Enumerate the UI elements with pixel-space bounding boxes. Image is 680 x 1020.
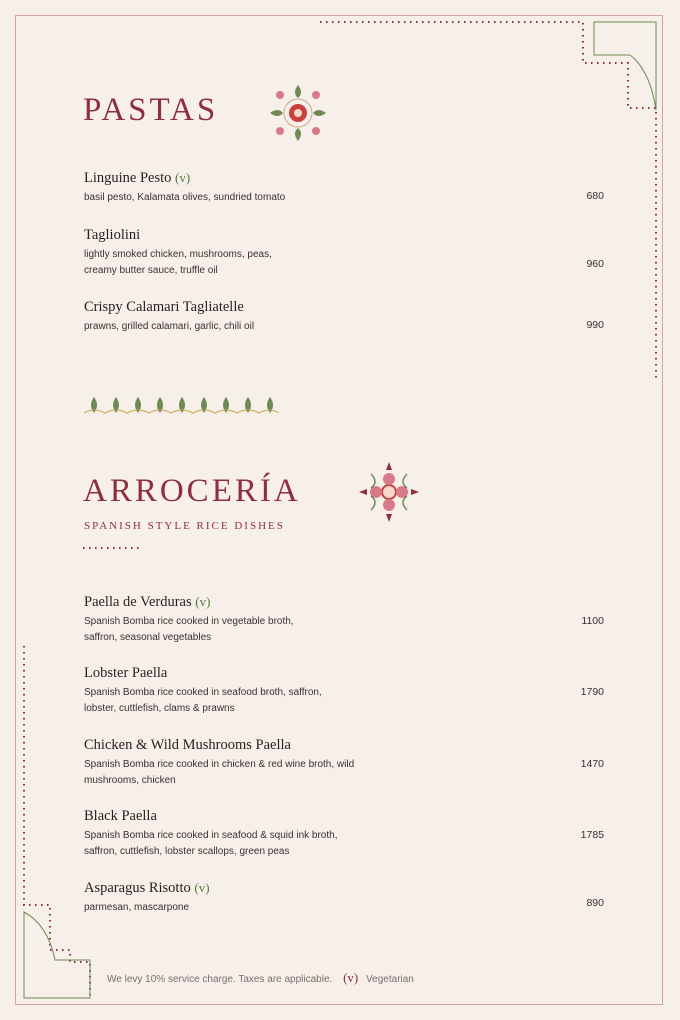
menu-item	[84, 298, 604, 335]
floral-medallion-icon	[357, 460, 421, 524]
item-price: 890	[586, 897, 604, 909]
item-description: lightly smoked chicken, mushrooms, peas, creamy butter sauce, truffle oil	[84, 249, 272, 276]
menu-item	[84, 169, 604, 206]
section-title-arroceria: ARROCERÍA	[83, 473, 301, 509]
item-name: Chicken & Wild Mushrooms Paella	[84, 737, 291, 753]
item-name: Black Paella	[84, 808, 157, 824]
item-description: Spanish Bomba rice cooked in chicken & red wine broth, wild mushrooms, chicken	[84, 759, 355, 786]
veg-marker: (v)	[195, 594, 211, 609]
menu-item	[84, 226, 604, 279]
item-name: Asparagus Risotto	[84, 880, 191, 896]
veg-legend-label: Vegetarian	[366, 974, 414, 985]
dotted-divider	[83, 545, 143, 551]
item-description: Spanish Bomba rice cooked in seafood broth, saffron, lobster, cuttlefish, clams & prawns	[84, 687, 322, 714]
menu-item	[84, 593, 604, 646]
item-description: Spanish Bomba rice cooked in seafood & squid ink broth, saffron, cuttlefish, lobster scallops, green peas	[84, 830, 338, 857]
item-price: 960	[586, 258, 604, 270]
item-price: 990	[586, 319, 604, 331]
footer-note	[107, 970, 414, 986]
item-price: 680	[586, 190, 604, 202]
floral-medallion-icon	[268, 83, 328, 143]
menu-item	[84, 736, 604, 789]
item-price: 1790	[580, 686, 604, 698]
item-description: prawns, grilled calamari, garlic, chili oil	[84, 321, 255, 332]
leaf-border-icon	[84, 393, 284, 419]
item-name: Lobster Paella	[84, 665, 168, 681]
menu-item	[84, 879, 604, 916]
item-name: Linguine Pesto	[84, 170, 172, 186]
section-subtitle: SPANISH STYLE RICE DISHES	[84, 520, 285, 532]
veg-marker: (v)	[194, 880, 210, 895]
menu-item	[84, 664, 604, 717]
veg-marker: (v)	[175, 170, 191, 185]
item-description: Spanish Bomba rice cooked in vegetable broth, saffron, seasonal vegetables	[84, 616, 294, 643]
item-name: Paella de Verduras	[84, 594, 192, 610]
item-description: parmesan, mascarpone	[84, 902, 190, 913]
service-charge-note: We levy 10% service charge. Taxes are applicable.	[107, 974, 333, 985]
item-price: 1100	[581, 615, 604, 627]
item-price: 1470	[580, 758, 604, 770]
item-price: 1785	[580, 829, 604, 841]
item-description: basil pesto, Kalamata olives, sundried tomato	[84, 192, 286, 203]
item-name: Crispy Calamari Tagliatelle	[84, 299, 244, 315]
section-title-pastas: PASTAS	[83, 92, 219, 128]
veg-legend-symbol: (v)	[343, 970, 359, 985]
item-name: Tagliolini	[84, 227, 141, 243]
menu-item	[84, 807, 604, 860]
